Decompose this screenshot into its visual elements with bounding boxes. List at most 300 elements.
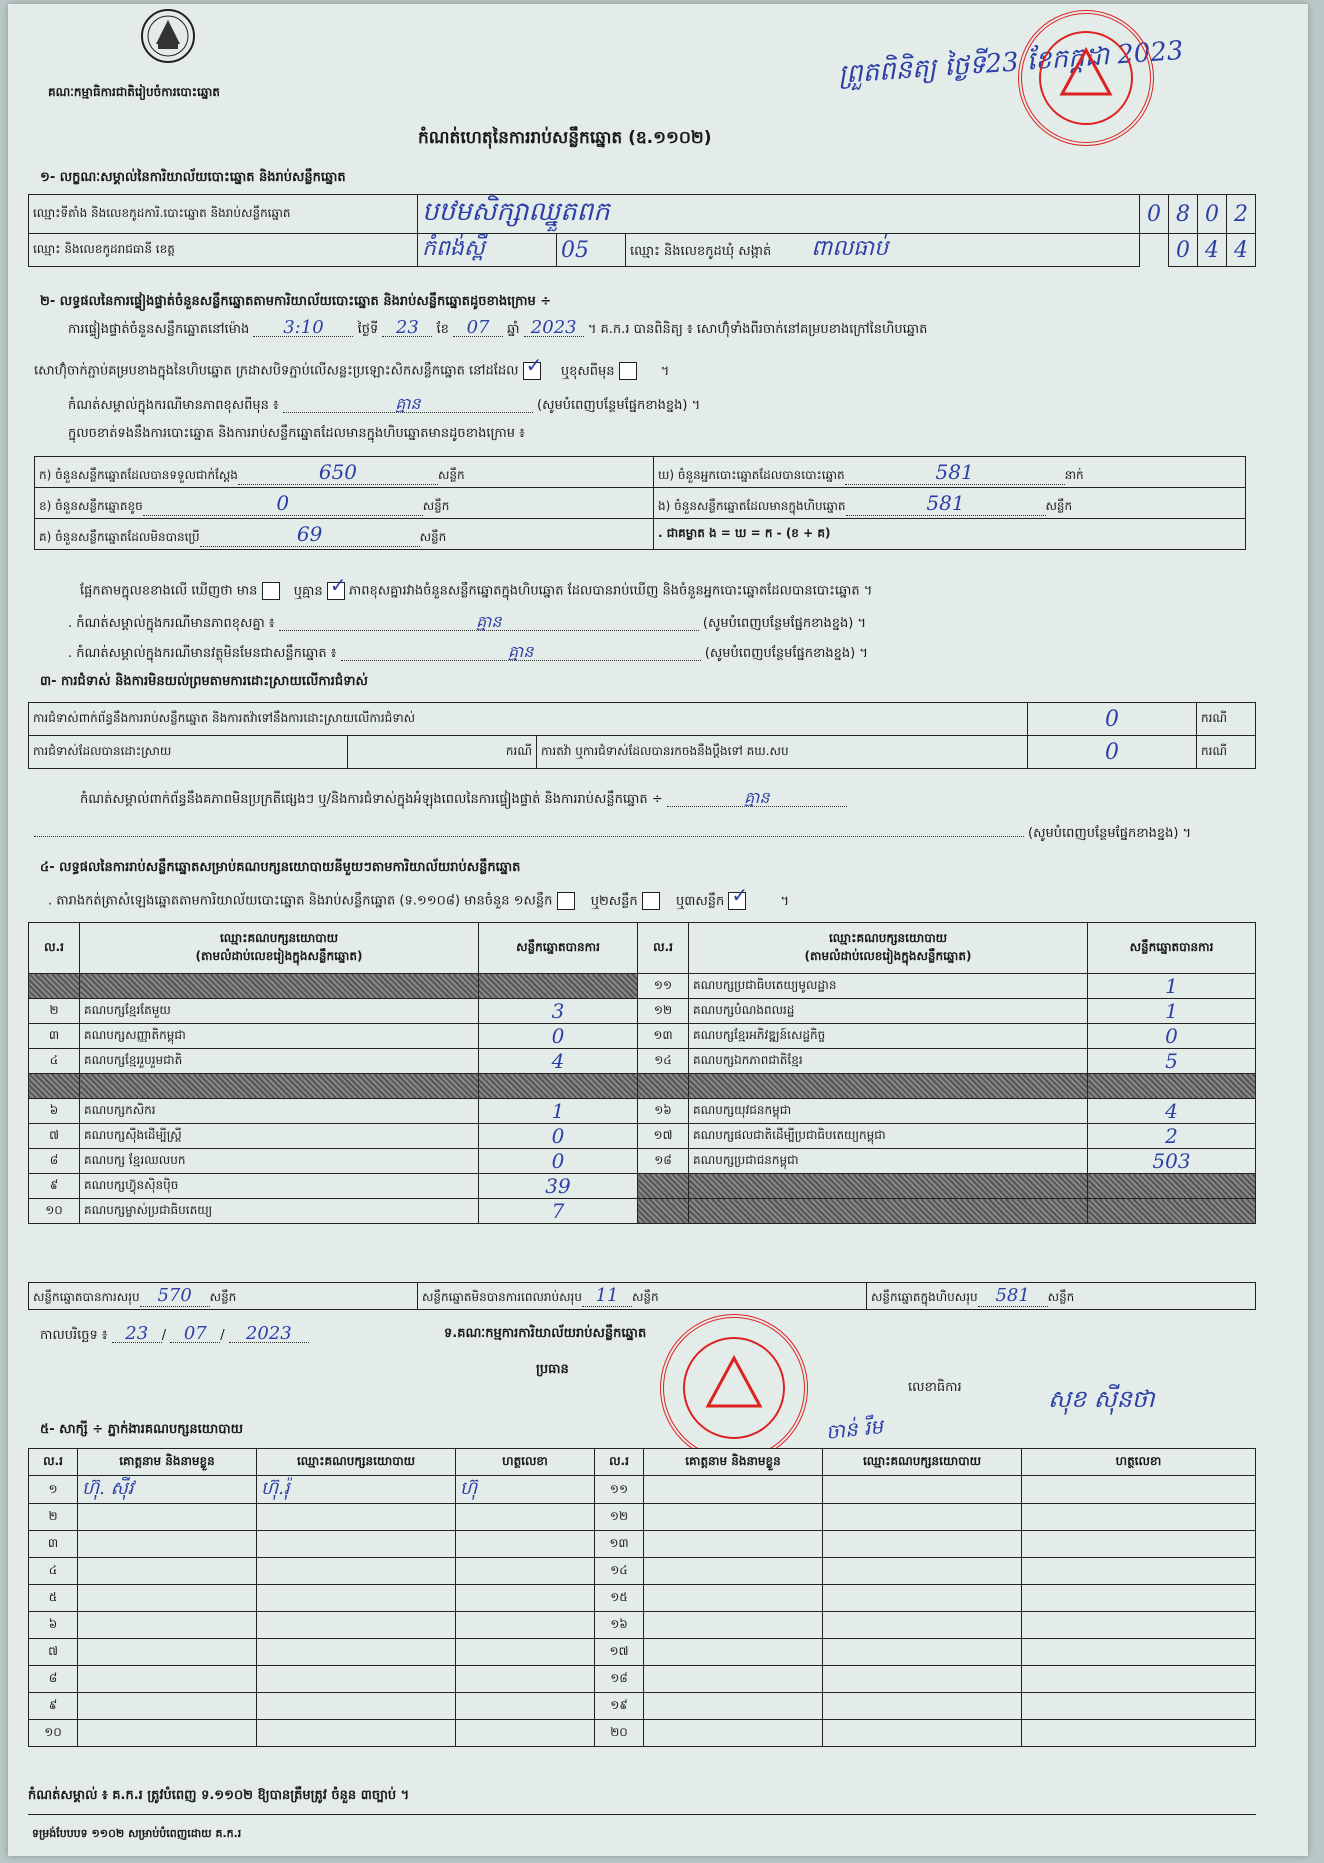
- witness-right-party: [823, 1639, 1022, 1666]
- witness-left-sign: [456, 1531, 595, 1558]
- table-row: [29, 1149, 1256, 1174]
- witness-left-name: [78, 1612, 257, 1639]
- col-no-left: ល.រ: [29, 923, 80, 974]
- witness-right-party: [823, 1558, 1022, 1585]
- objection-label: ការជំទាស់ពាក់ព័ន្ធនឹងការរាប់សន្លឹកឆ្នោត និងការតវ៉ាទៅនឹងការដោះស្រាយលើការជំទាស់: [29, 703, 1028, 736]
- witness-left-sign: [456, 1693, 595, 1720]
- irregularity-dotted-line: [34, 836, 1024, 837]
- witness-right-no: ១៥: [595, 1585, 644, 1612]
- vote-right-no: ១៣: [638, 1024, 689, 1049]
- total-box-unit: សន្លឹក: [1047, 1290, 1075, 1304]
- complaint-label: ការតវ៉ា ឬការជំទាស់ដែលបានរកចងនឹងប្តឹងទៅ គឃ.សប: [537, 736, 1028, 769]
- vote-right-party: គណបក្សខ្មែរអភិវឌ្ឍន៍សេដ្ឋកិច្ច: [689, 1024, 1088, 1049]
- table-row: [29, 1074, 1256, 1099]
- date-day: 23: [112, 1326, 162, 1343]
- verify-month-label: ខែ: [436, 322, 449, 337]
- diff-text: ភាពខុសគ្នារវាងចំនួនសន្លឹកឆ្នោតក្នុងហិបឆ្នោត ដែលបានរាប់ឃើញ និងចំនួនអ្នកបោះឆ្នោតដែលបានបោះឆ្នោត ។: [348, 583, 873, 599]
- change-note-value: គ្មាន: [283, 396, 533, 413]
- witness-left-no: ២: [29, 1504, 78, 1531]
- vote-left-no: ៩: [29, 1174, 80, 1199]
- total-invalid-unit: សន្លឹក: [631, 1290, 659, 1304]
- witness-left-name: [78, 1531, 257, 1558]
- witness-right-no: ១១: [595, 1476, 644, 1504]
- total-invalid: [418, 1283, 867, 1310]
- count-received-value: 650: [238, 460, 438, 485]
- witness-right-sign: [1022, 1666, 1256, 1693]
- witness-right-sign: [1022, 1558, 1256, 1585]
- w-col-no-left: ល.រ: [29, 1449, 78, 1476]
- witness-right-sign: [1022, 1720, 1256, 1747]
- lock-line: សោហ៊ុំចាក់ភ្ជាប់គម្របខាងក្នុងនៃហិបឆ្នោត ក្រដាសបិទភ្ជាប់លើសន្លះប្រឡោះសិកសន្លឹកឆ្នោត នៅដដែល ✓ ឬខុសពីមុន ។: [34, 362, 669, 380]
- witness-left-no: ៨: [29, 1666, 78, 1693]
- emblem-logo: [138, 8, 198, 64]
- count-unused-unit: សន្លឹក: [419, 529, 447, 544]
- handwritten-note: ព្រួតពិនិត្យ ថ្ងៃទី23 ខែកក្កដា 2023: [837, 35, 1185, 90]
- vote-right-votes: [1088, 1074, 1256, 1099]
- witness-left-sign: [456, 1612, 595, 1639]
- w-col-name-left: គោត្តនាម និងនាមខ្លួន: [78, 1449, 257, 1476]
- province-label: ឈ្មោះ និងលេខកូដរាជធានី ខេត្ត: [29, 234, 418, 267]
- section5-title: ៥- សាក្សី ÷ ភ្នាក់ងារគណបក្សនយោបាយ: [40, 1422, 243, 1437]
- witness-left-party: [257, 1720, 456, 1747]
- witness-right-no: ២០: [595, 1720, 644, 1747]
- witness-right-no: ១២: [595, 1504, 644, 1531]
- col-party-right-title: ឈ្មោះគណបក្សនយោបាយ: [828, 931, 948, 945]
- table-row: [29, 1531, 1256, 1558]
- commune-code-3: 4: [1227, 234, 1256, 267]
- object-note-line: [68, 644, 868, 662]
- red-stamp-top: [1018, 10, 1154, 146]
- total-valid-value: 570: [140, 1285, 210, 1307]
- object-note-value: គ្មាន: [341, 644, 701, 661]
- w-col-name-right: គោត្តនាម និងនាមខ្លួន: [644, 1449, 823, 1476]
- verification-line: [68, 317, 928, 338]
- vote-left-votes: 0: [479, 1149, 638, 1174]
- witness-left-sign: [456, 1666, 595, 1693]
- vote-left-party: គណបក្ស ខ្មែរឈលបក: [80, 1149, 479, 1174]
- vote-right-no: ១៤: [638, 1049, 689, 1074]
- witness-left-name: [78, 1720, 257, 1747]
- vote-right-party: [689, 1199, 1088, 1224]
- totals-table: [28, 1282, 1256, 1310]
- witness-left-party: [257, 1666, 456, 1693]
- tally-sheet-line: . តារាងកត់ត្រាសំឡេងឆ្នោតតាមការិយាល័យបោះឆ្នោត និងរាប់សន្លឹកឆ្នោត (ទ.១១០៨) មានចំនួន ១សន្លឹក ឬ២សន្លឹក ឬ៣សន្លឹក ✓ ។: [48, 892, 789, 910]
- witness-right-name: [644, 1693, 823, 1720]
- witness-left-name: [78, 1666, 257, 1693]
- witness-left-sign: [456, 1720, 595, 1747]
- witness-table: [28, 1448, 1256, 1747]
- witness-right-party: [823, 1612, 1022, 1639]
- count-voters-value: 581: [845, 460, 1065, 485]
- witness-right-party: [823, 1666, 1022, 1693]
- witness-left-no: ១០: [29, 1720, 78, 1747]
- vote-left-votes: [479, 974, 638, 999]
- vote-right-votes: 1: [1088, 999, 1256, 1024]
- count-spoiled-value: 0: [143, 491, 423, 516]
- witness-left-name: [78, 1504, 257, 1531]
- table-row: [29, 1666, 1256, 1693]
- count-spoiled: [35, 488, 654, 519]
- difference-line: [80, 582, 872, 600]
- count-unused-label: គ) ចំនួនសន្លឹកឆ្នោតដែលមិនបានប្រើ: [39, 529, 200, 544]
- witness-right-sign: [1022, 1504, 1256, 1531]
- witness-right-sign: [1022, 1612, 1256, 1639]
- vote-right-votes: 2: [1088, 1124, 1256, 1149]
- verify-line-end: ។ គ.ក.រ បានពិនិត្យ ៖ សោហ៊ុំទាំងពីរចាក់នៅគម្របខាងក្រៅនៃហិបឆ្នោត: [587, 322, 928, 337]
- witness-left-no: ៧: [29, 1639, 78, 1666]
- witness-left-party: [257, 1558, 456, 1585]
- witness-left-no: ៣: [29, 1531, 78, 1558]
- w-col-sign-right: ហត្ថលេខា: [1022, 1449, 1256, 1476]
- vote-left-party: គណបក្សហ៊្វុនស៊ិនប៉ិច: [80, 1174, 479, 1199]
- secretary-signature: សុខ ស៊ីនថា: [1048, 1385, 1155, 1413]
- witness-right-sign: [1022, 1531, 1256, 1558]
- commune-cell: [626, 234, 1140, 267]
- vote-right-no: ១២: [638, 999, 689, 1024]
- witness-right-party: [823, 1476, 1022, 1504]
- vote-right-party: គណបក្សយុវជនកម្ពុជា: [689, 1099, 1088, 1124]
- vote-left-no: [29, 1074, 80, 1099]
- vote-left-party: គណបក្សស៊ីងដើម្បីស្រ្តី: [80, 1124, 479, 1149]
- witness-right-name: [644, 1666, 823, 1693]
- table-row: [29, 1174, 1256, 1199]
- witness-left-party: [257, 1639, 456, 1666]
- tally-2-label: ឬ២សន្លឹក: [590, 893, 638, 909]
- col-no-right: ល.រ: [638, 923, 689, 974]
- table-row: [29, 1720, 1256, 1747]
- total-box: [867, 1283, 1256, 1310]
- province-code-2: 5: [575, 237, 589, 263]
- vote-right-no: [638, 1174, 689, 1199]
- location-code-3: 0: [1198, 195, 1227, 234]
- witness-right-no: ១៩: [595, 1693, 644, 1720]
- same-checkbox[interactable]: [523, 362, 541, 380]
- tally-1-checkbox[interactable]: [557, 892, 575, 910]
- witness-right-name: [644, 1531, 823, 1558]
- count-spoiled-unit: សន្លឹក: [422, 498, 450, 513]
- change-note-hint: (សូមបំពេញបន្ថែមផ្នែកខាងខ្នង) ។: [537, 398, 701, 413]
- count-received-unit: សន្លឹក: [437, 467, 465, 482]
- witness-right-sign: [1022, 1693, 1256, 1720]
- tally-2-checkbox[interactable]: [642, 892, 660, 910]
- section1-title: ១- លក្ខណៈសម្គាល់នៃការិយាល័យបោះឆ្នោត និងរាប់សន្លឹកឆ្នោត: [40, 170, 346, 185]
- vote-right-votes: 503: [1088, 1149, 1256, 1174]
- witness-left-party: [257, 1693, 456, 1720]
- verify-time: 3:10: [253, 320, 353, 337]
- witness-left-party: ហ៊ុ.រ៉ុ: [257, 1476, 456, 1504]
- vote-left-votes: 0: [479, 1124, 638, 1149]
- section1-table: [28, 194, 1256, 267]
- vote-right-votes: 4: [1088, 1099, 1256, 1124]
- commune-label: ឈ្មោះ និងលេខកូដឃុំ សង្កាត់: [630, 244, 772, 259]
- witness-right-party: [823, 1693, 1022, 1720]
- vote-right-no: [638, 1199, 689, 1224]
- verify-day: 23: [382, 320, 432, 337]
- total-box-value: 581: [978, 1285, 1048, 1307]
- vote-left-votes: 3: [479, 999, 638, 1024]
- province-value: កំពង់ស្ពឺ: [418, 234, 557, 267]
- vote-left-votes: 4: [479, 1049, 638, 1074]
- form-title: កំណត់ហេតុនៃការរាប់សន្លឹកឆ្នោត (ឧ.១១០២): [418, 128, 712, 148]
- col-party-right: [689, 923, 1088, 974]
- col-party-right-sub: (តាមលំដាប់លេខរៀងក្នុងសន្លឹកឆ្នោត): [804, 949, 972, 963]
- count-voters-label: ឃ) ចំនួនអ្នកបោះឆ្នោតដែលបានបោះឆ្នោត: [658, 467, 845, 482]
- red-stamp-committee: [660, 1314, 808, 1462]
- table-row: [29, 1585, 1256, 1612]
- counts-intro: ក្នុលចខាត់ទងនឹងការបោះឆ្នោត និងការរាប់សន្លឹកឆ្នោតដែលមានក្នុងហិបឆ្នោតមានដូចខាងក្រោម ៖: [68, 426, 525, 441]
- witness-left-party: [257, 1585, 456, 1612]
- w-col-party-left: ឈ្មោះគណបក្សនយោបាយ: [257, 1449, 456, 1476]
- table-row: [29, 1124, 1256, 1149]
- table-row: [29, 1612, 1256, 1639]
- vote-left-no: ២: [29, 999, 80, 1024]
- col-votes-right: សន្លឹកឆ្នោតបានការ: [1088, 923, 1256, 974]
- vote-right-party: គណបក្សប្រជាធិបតេយ្យមូលដ្ឋាន: [689, 974, 1088, 999]
- col-party-left: [80, 923, 479, 974]
- witness-right-name: [644, 1639, 823, 1666]
- witness-left-name: [78, 1693, 257, 1720]
- table-row: [29, 1199, 1256, 1224]
- object-note-hint: (សូមបំពេញបន្ថែមផ្នែកខាងខ្នង) ។: [704, 646, 868, 661]
- witness-left-sign: ហ៊ុ: [456, 1476, 595, 1504]
- count-unused-value: 69: [200, 522, 420, 547]
- vote-right-no: ១៨: [638, 1149, 689, 1174]
- vote-left-party: គណបក្សម្ចាស់ប្រជាធិបតេយ្យ: [80, 1199, 479, 1224]
- irregularity-note: [80, 790, 847, 808]
- col-party-left-title: ឈ្មោះគណបក្សនយោបាយ: [219, 931, 339, 945]
- commune-code-1: 0: [1169, 234, 1198, 267]
- vote-left-no: ៨: [29, 1149, 80, 1174]
- table-row: [29, 974, 1256, 999]
- province-code: [557, 234, 626, 267]
- commune-value: ពាលធាប់: [811, 236, 889, 261]
- date-line: កាលបរិច្ឆេទ ៖ 23 / 07 / 2023: [40, 1326, 309, 1344]
- table-row: [29, 1099, 1256, 1124]
- vote-right-no: ១១: [638, 974, 689, 999]
- col-party-left-sub: (តាមលំដាប់លេខរៀងក្នុងសន្លឹកឆ្នោត): [195, 949, 363, 963]
- chair-signature: ចាន់ រឹម: [824, 1414, 885, 1444]
- table-row: [29, 1693, 1256, 1720]
- date-label: កាលបរិច្ឆេទ ៖: [40, 1328, 108, 1343]
- verify-time-label: ការផ្ទៀងផ្ទាត់ចំនួនសន្លឹកឆ្នោតនៅម៉ោង: [68, 322, 250, 337]
- irregularity-label: កំណត់សម្គាល់ពាក់ព័ន្ធនឹងគភាពមិនប្រក្រតីផ្សេងៗ ឬ/និងការជំទាស់ក្នុងអំឡុងពេលនៃការផ្ទៀងផ្ទាត់ និងការរាប់សន្លឹកឆ្នោត ÷: [80, 792, 663, 807]
- commission-name: គណៈកម្មាធិការជាតិរៀបចំការបោះឆ្នោត: [48, 85, 220, 99]
- votes-table: [28, 922, 1256, 1224]
- w-col-no-right: ល.រ: [595, 1449, 644, 1476]
- total-valid-unit: សន្លឹក: [209, 1290, 237, 1304]
- count-formula: . ជាគម្លាត ង = ឃ = ក - (ខ + គ): [654, 519, 1246, 550]
- witness-right-party: [823, 1720, 1022, 1747]
- verify-year: 2023: [524, 320, 584, 337]
- changed-label: ឬខុសពីមុន: [560, 363, 615, 379]
- count-voters: [654, 457, 1246, 488]
- vote-right-votes: 0: [1088, 1024, 1256, 1049]
- witness-right-sign: [1022, 1476, 1256, 1504]
- resolved-label: ការជំទាស់ដែលបានដោះស្រាយ: [29, 736, 348, 769]
- table-row: [29, 1639, 1256, 1666]
- vote-left-party: គណបក្សខ្មែររួបរួមជាតិ: [80, 1049, 479, 1074]
- witness-right-no: ១៣: [595, 1531, 644, 1558]
- count-in-box-value: 581: [846, 491, 1046, 516]
- diff-note-hint: (សូមបំពេញបន្ថែមផ្នែកខាងខ្នង) ។: [702, 616, 867, 631]
- witness-left-no: ៥: [29, 1585, 78, 1612]
- witness-right-name: [644, 1612, 823, 1639]
- footer-note: កំណត់សម្គាល់ ៖ គ.ក.រ ត្រូវបំពេញ ទ.១១០២ ឱ្យបានត្រឹមត្រូវ ចំនួន ៣ច្បាប់ ។: [28, 1788, 410, 1803]
- table-row: [29, 1049, 1256, 1074]
- vote-left-no: ១០: [29, 1199, 80, 1224]
- witness-right-no: ១៦: [595, 1612, 644, 1639]
- document-page: [8, 4, 1308, 1856]
- verify-day-label: ថ្ងៃទី: [357, 322, 379, 337]
- complaint-unit: ករណី: [1197, 736, 1256, 769]
- count-received: [35, 457, 654, 488]
- vote-left-party: [80, 974, 479, 999]
- vote-right-party: គណបក្សបំណងពលរដ្ឋ: [689, 999, 1088, 1024]
- witness-left-sign: [456, 1558, 595, 1585]
- witness-left-sign: [456, 1585, 595, 1612]
- witness-left-party: [257, 1504, 456, 1531]
- location-code-1: 0: [1140, 195, 1169, 234]
- count-in-box-label: ង) ចំនួនសន្លឹកឆ្នោតដែលមានក្នុងហិបឆ្នោត: [658, 498, 846, 513]
- col-votes-left: សន្លឹកឆ្នោតបានការ: [479, 923, 638, 974]
- diff-none-checkbox[interactable]: [327, 582, 345, 600]
- witness-left-name: [78, 1639, 257, 1666]
- count-in-box-unit: សន្លឹក: [1045, 498, 1073, 513]
- count-unused: [35, 519, 654, 550]
- witness-right-party: [823, 1531, 1022, 1558]
- verify-year-label: ឆ្នាំ: [507, 322, 520, 337]
- count-spoiled-label: ខ) ចំនួនសន្លឹកឆ្នោតខូច: [39, 498, 143, 513]
- witness-right-no: ១៨: [595, 1666, 644, 1693]
- witness-right-no: ១៧: [595, 1639, 644, 1666]
- witness-right-name: [644, 1585, 823, 1612]
- vote-right-votes: [1088, 1174, 1256, 1199]
- witness-left-party: [257, 1612, 456, 1639]
- date-month: 07: [170, 1326, 220, 1343]
- vote-left-no: ៤: [29, 1049, 80, 1074]
- witness-left-name: ហ៊ុ. ស៊ីវ: [78, 1476, 257, 1504]
- vote-right-no: [638, 1074, 689, 1099]
- count-in-box: [654, 488, 1246, 519]
- table-row: [29, 999, 1256, 1024]
- vote-left-votes: 7: [479, 1199, 638, 1224]
- diff-has-checkbox[interactable]: [262, 582, 280, 600]
- tally-1-label: . តារាងកត់ត្រាសំឡេងឆ្នោតតាមការិយាល័យបោះឆ្នោត និងរាប់សន្លឹកឆ្នោត (ទ.១១០៨) មានចំនួន ១សន្លឹក: [48, 893, 553, 909]
- witness-right-sign: [1022, 1639, 1256, 1666]
- objection-value: 0: [1028, 703, 1197, 736]
- section3-title: ៣- ការជំទាស់ និងការមិនយល់ព្រមតាមការដោះស្រាយលើការជំទាស់: [40, 674, 368, 689]
- date-year: 2023: [229, 1326, 309, 1343]
- vote-left-party: គណបក្សកសិករ: [80, 1099, 479, 1124]
- vote-left-votes: 39: [479, 1174, 638, 1199]
- section4-title: ៤- លទ្ធផលនៃការរាប់សន្លឹកឆ្នោតសម្រាប់គណបក្សនយោបាយនីមួយៗតាមការិយាល័យរាប់សន្លឹកឆ្នោត: [40, 860, 521, 875]
- vote-left-no: [29, 974, 80, 999]
- location-label: ឈ្មោះទីតាំង និងលេខកូដការិ.បោះឆ្នោត និងរាប់សន្លឹកឆ្នោត: [29, 195, 418, 234]
- commune-code-2: 4: [1198, 234, 1227, 267]
- vote-right-votes: [1088, 1199, 1256, 1224]
- count-voters-unit: នាក់: [1064, 467, 1084, 482]
- chair-label: ប្រធាន: [536, 1362, 569, 1377]
- vote-right-no: ១៦: [638, 1099, 689, 1124]
- witness-left-no: ៩: [29, 1693, 78, 1720]
- section2-title: ២- លទ្ធផលនៃការផ្ទៀងផ្ទាត់ចំនួនសន្លឹកឆ្នោតតាមការិយាល័យបោះឆ្នោត និងរាប់សន្លឹកឆ្នោតដូចខាងក្រោម ÷: [40, 294, 552, 309]
- location-code-4: 2: [1227, 195, 1256, 234]
- irregularity-value: គ្មាន: [667, 790, 847, 807]
- resolved-unit: ករណី: [348, 736, 537, 769]
- vote-right-party: គណបក្សឯកភាពជាតិខ្មែរ: [689, 1049, 1088, 1074]
- total-valid: [29, 1283, 418, 1310]
- irregularity-hint: (សូមបំពេញបន្ថែមផ្នែកខាងខ្នង) ។: [1028, 826, 1192, 841]
- witness-left-name: [78, 1585, 257, 1612]
- vote-right-votes: 5: [1088, 1049, 1256, 1074]
- total-valid-label: សន្លឹកឆ្នោតបានការសរុប: [33, 1290, 140, 1304]
- diff-none-label: ឬគ្មាន: [293, 583, 323, 599]
- witness-left-no: ៦: [29, 1612, 78, 1639]
- objection-unit: ករណី: [1197, 703, 1256, 736]
- diff-has-label: ផ្អែកតាមក្នុលខខាងលើ ឃើញថា មាន: [80, 583, 258, 599]
- vote-right-party: គណបក្សប្រជាជនកម្ពុជា: [689, 1149, 1088, 1174]
- objection-table: [28, 702, 1256, 769]
- witness-right-name: [644, 1720, 823, 1747]
- witness-right-name: [644, 1504, 823, 1531]
- count-received-label: ក) ចំនួនសន្លឹកឆ្នោតដែលបានទទួលជាក់ស្តែង: [39, 467, 238, 482]
- total-box-label: សន្លឹកឆ្នោតក្នុងហិបសរុប: [871, 1290, 978, 1304]
- vote-left-party: គណបក្សសញ្ញាតិកម្ពុជា: [80, 1024, 479, 1049]
- change-note-line: [68, 396, 700, 414]
- vote-left-votes: 1: [479, 1099, 638, 1124]
- witness-left-name: [78, 1558, 257, 1585]
- table-row: [29, 1476, 1256, 1504]
- diff-note-value: គ្មាន: [279, 614, 699, 631]
- table-row: [29, 1558, 1256, 1585]
- vote-left-no: ៣: [29, 1024, 80, 1049]
- footer-divider: [28, 1814, 1256, 1815]
- witness-right-sign: [1022, 1585, 1256, 1612]
- changed-checkbox[interactable]: [619, 362, 637, 380]
- witness-left-sign: [456, 1639, 595, 1666]
- location-code-2: 8: [1169, 195, 1198, 234]
- diff-note-label: . កំណត់សម្គាល់ក្នុងករណីមានភាពខុសគ្នា ៖: [68, 616, 275, 631]
- vote-right-party: [689, 1074, 1088, 1099]
- complaint-value: 0: [1028, 736, 1197, 769]
- witness-right-party: [823, 1504, 1022, 1531]
- vote-right-no: ១៧: [638, 1124, 689, 1149]
- vote-left-votes: 0: [479, 1024, 638, 1049]
- vote-left-party: គណបក្សខ្មែរតែមួយ: [80, 999, 479, 1024]
- witness-right-name: [644, 1558, 823, 1585]
- tally-3-label: ឬ៣សន្លឹក: [675, 893, 725, 909]
- total-invalid-label: សន្លឹកឆ្នោតមិនបានការពេលរាប់សរុប: [422, 1290, 582, 1304]
- witness-right-no: ១៤: [595, 1558, 644, 1585]
- lock-text: សោហ៊ុំចាក់ភ្ជាប់គម្របខាងក្នុងនៃហិបឆ្នោត ក្រដាសបិទភ្ជាប់លើសន្លះប្រឡោះសិកសន្លឹកឆ្នោត នៅដដែល: [34, 363, 519, 379]
- vote-right-votes: 1: [1088, 974, 1256, 999]
- table-row: [29, 1024, 1256, 1049]
- location-value: បឋមសិក្សាឈ្នួតពក: [418, 195, 1140, 234]
- total-invalid-value: 11: [582, 1285, 632, 1307]
- object-note-label: . កំណត់សម្គាល់ក្នុងករណីមានវត្ថុមិនមែនជាសន្លឹកឆ្នោត ៖: [68, 646, 337, 661]
- vote-left-party: [80, 1074, 479, 1099]
- witness-right-name: [644, 1476, 823, 1504]
- w-col-party-right: ឈ្មោះគណបក្សនយោបាយ: [823, 1449, 1022, 1476]
- witness-right-party: [823, 1585, 1022, 1612]
- witness-left-no: ៤: [29, 1558, 78, 1585]
- witness-left-party: [257, 1531, 456, 1558]
- tally-3-checkbox[interactable]: [728, 892, 746, 910]
- counts-table: [34, 456, 1246, 550]
- witness-left-no: ១: [29, 1476, 78, 1504]
- w-col-sign-left: ហត្ថលេខា: [456, 1449, 595, 1476]
- table-row: [29, 1504, 1256, 1531]
